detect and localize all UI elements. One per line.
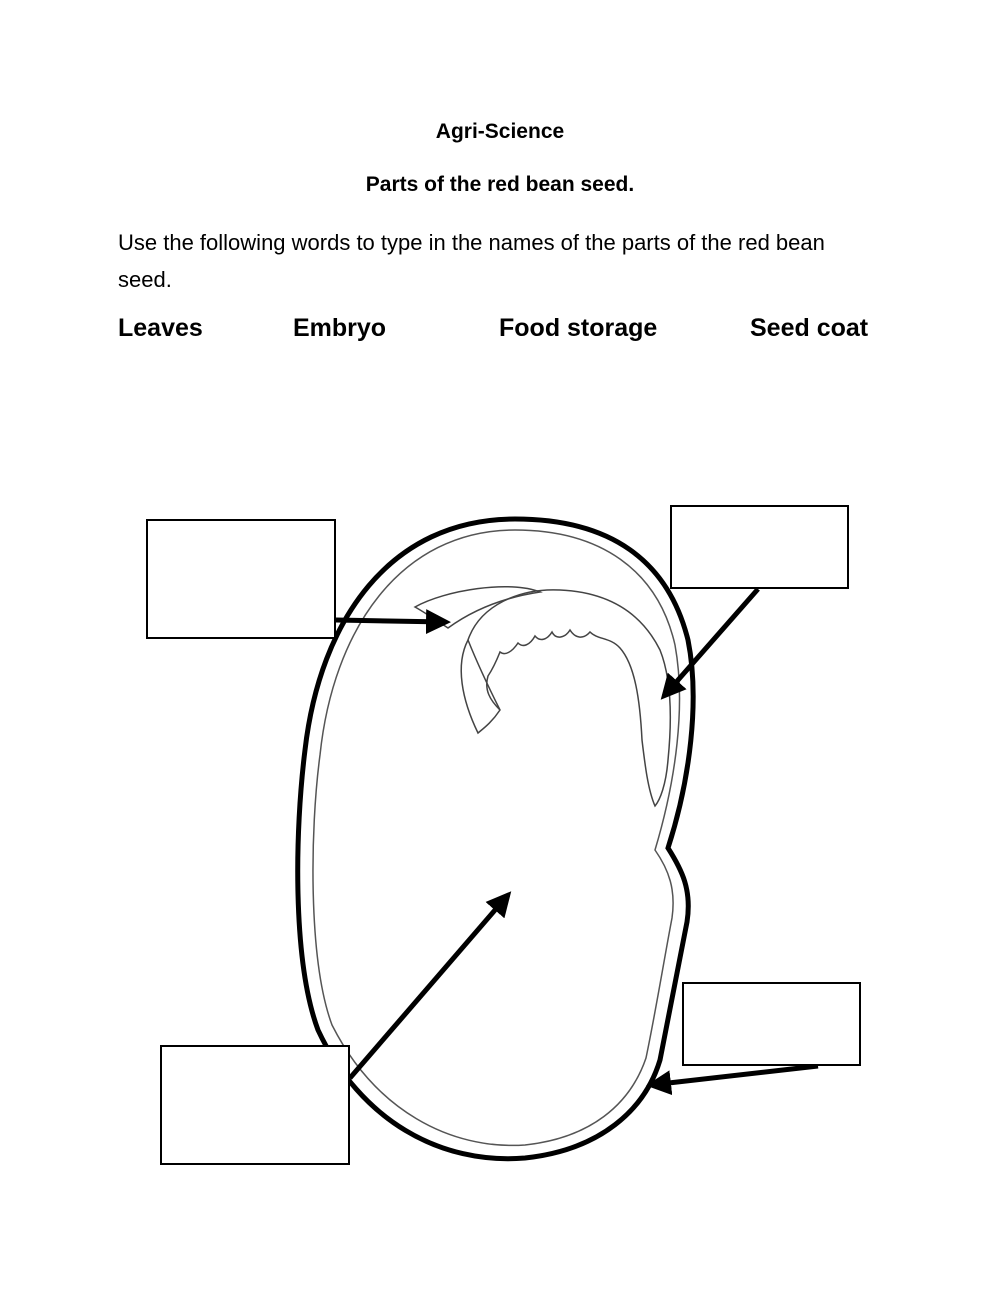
embryo-body xyxy=(468,590,670,806)
answer-box-top-left[interactable] xyxy=(146,519,336,639)
embryo-leaf-lower xyxy=(461,640,500,733)
answer-box-bottom-left[interactable] xyxy=(160,1045,350,1165)
arrow-bottom-left xyxy=(350,895,508,1078)
word-bank-item: Embryo xyxy=(293,314,387,342)
word-bank-item: Leaves xyxy=(118,314,203,342)
page-subtitle: Parts of the red bean seed. xyxy=(365,173,635,196)
word-bank-item: Seed coat xyxy=(750,314,869,342)
word-bank-item: Food storage xyxy=(499,314,658,342)
answer-box-bottom-right[interactable] xyxy=(682,982,861,1066)
arrow-top-left xyxy=(336,620,446,622)
page-title: Agri-Science xyxy=(435,120,565,143)
answer-box-top-right[interactable] xyxy=(670,505,849,589)
arrow-bottom-right xyxy=(651,1066,818,1085)
instructions-text: Use the following words to type in the names of the parts of the red bean seed. xyxy=(118,230,825,292)
